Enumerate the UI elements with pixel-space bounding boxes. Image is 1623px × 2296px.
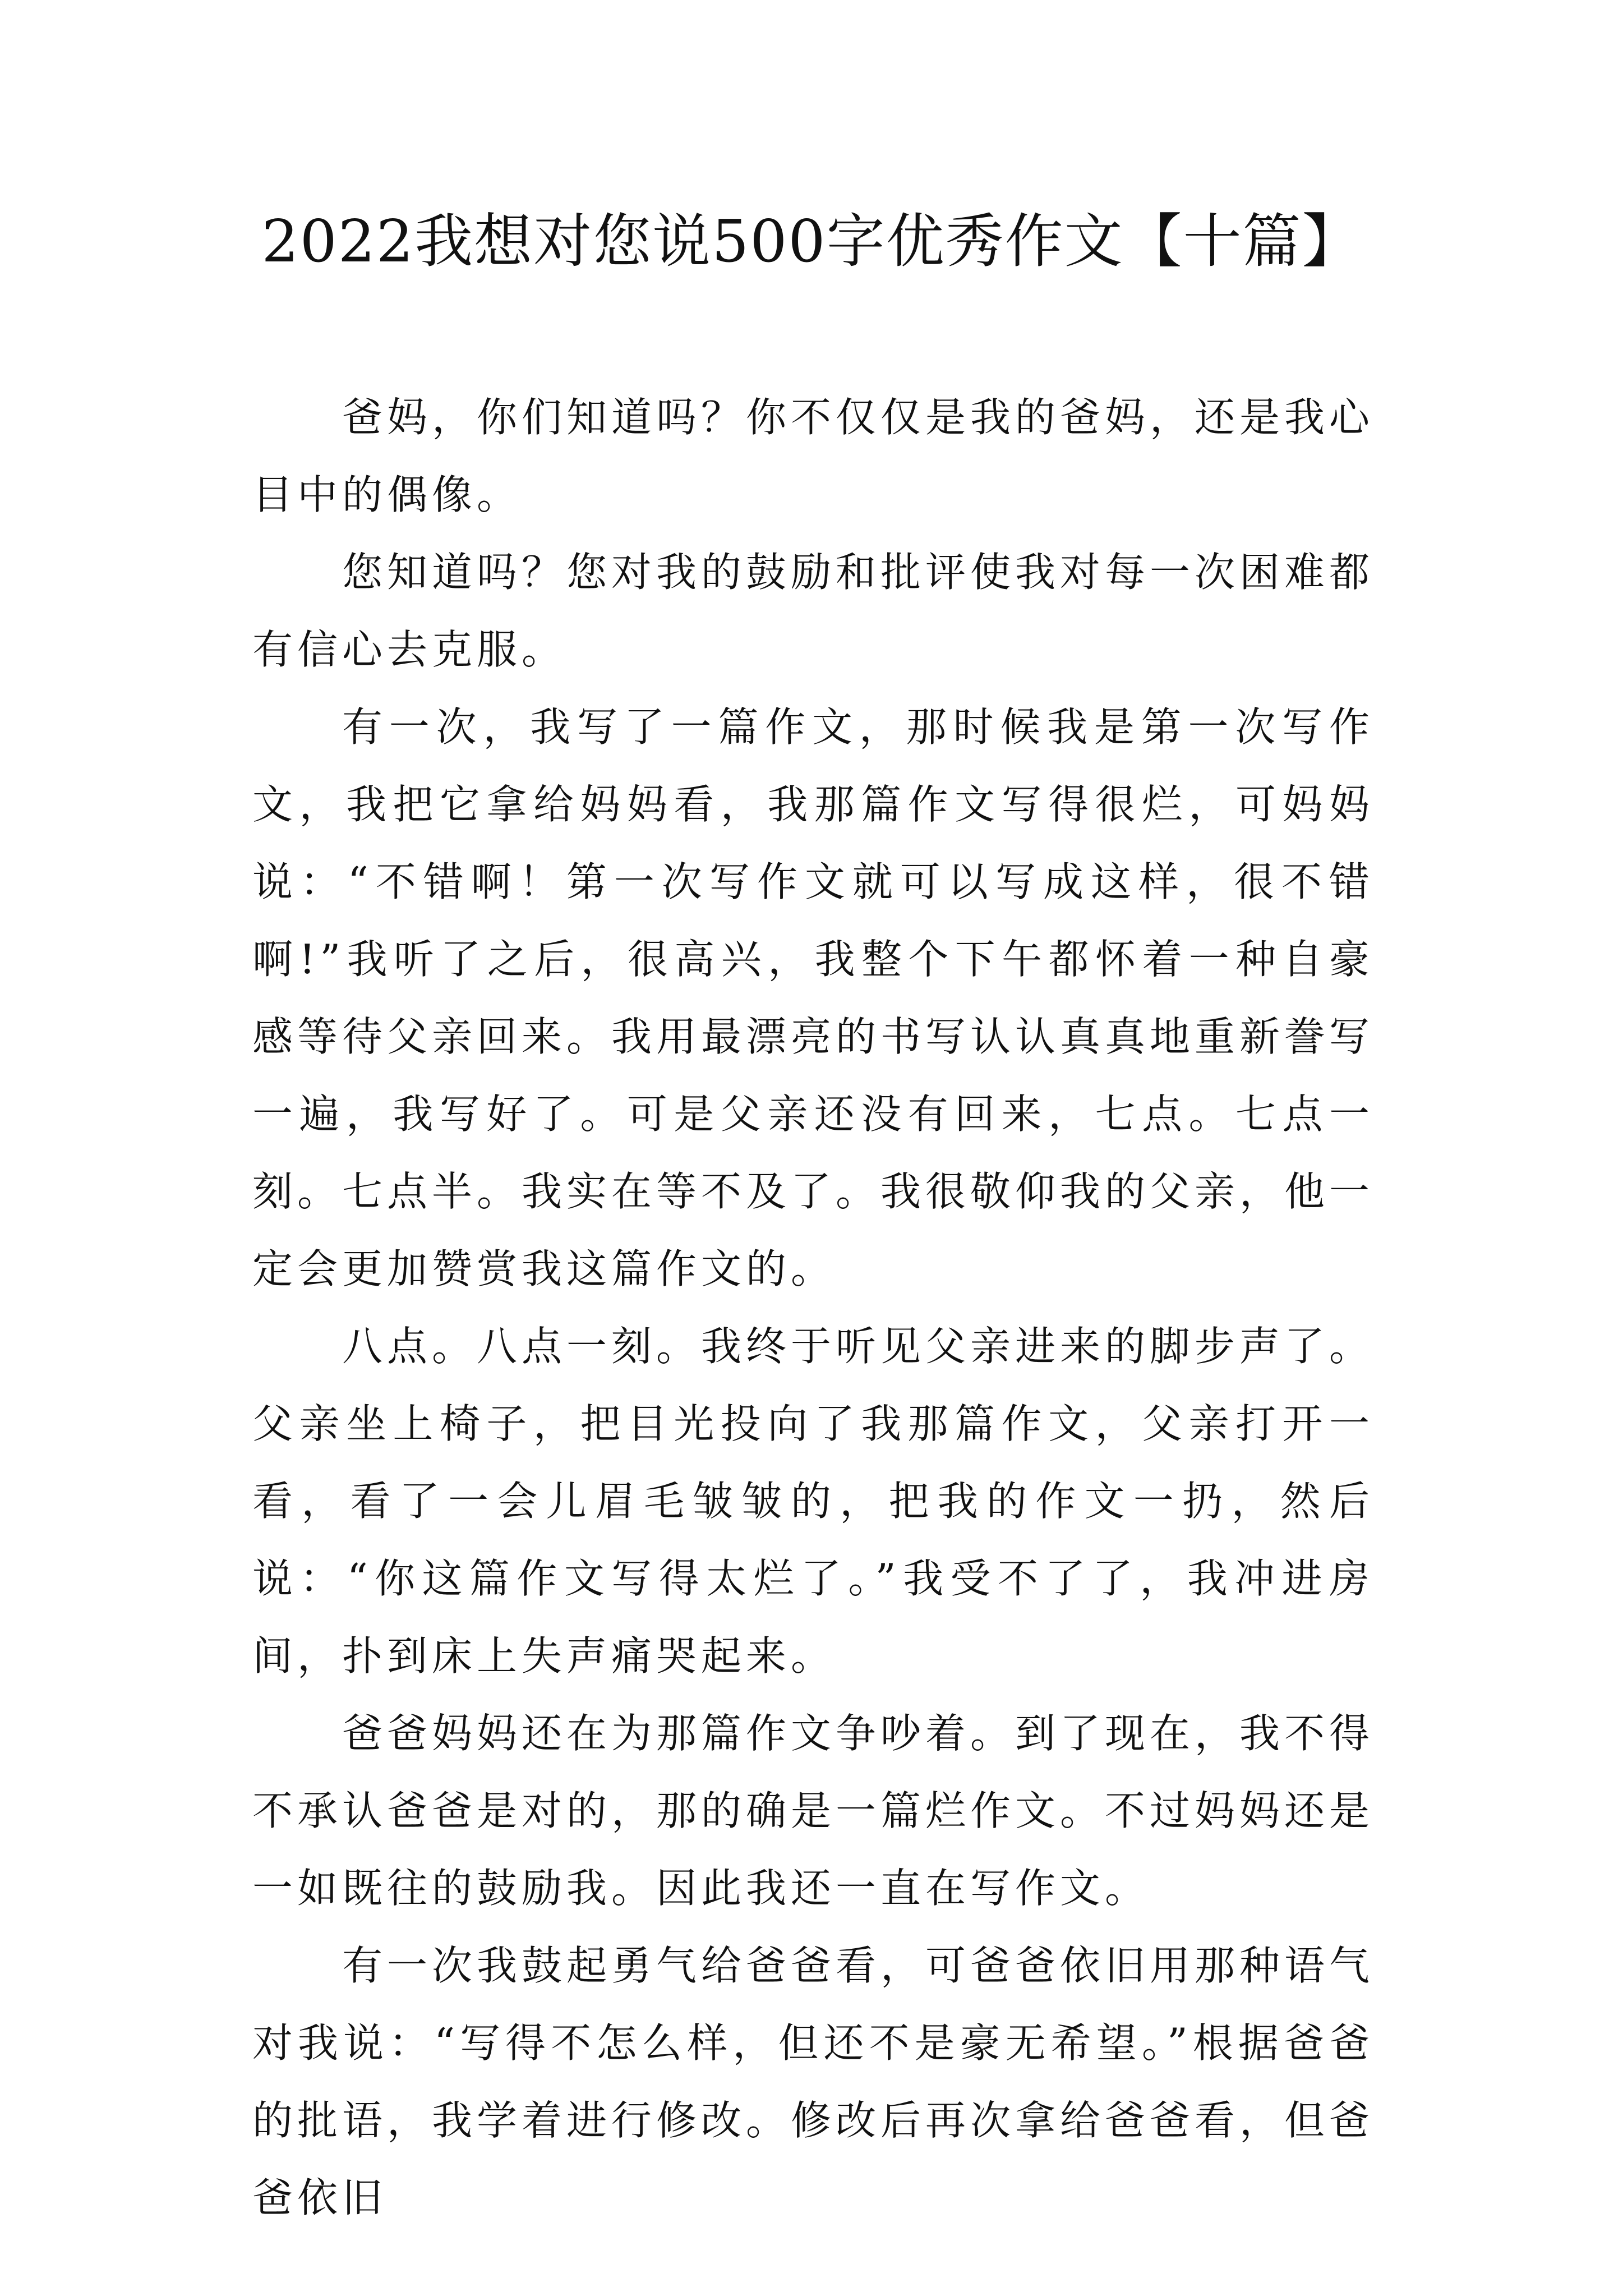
- paragraph-1: 爸妈，你们知道吗？你不仅仅是我的爸妈，还是我心目中的偶像。: [252, 394, 1375, 518]
- document-body: [252, 379, 1374, 2237]
- paragraph-4: 八点。八点一刻。我终于听见父亲进来的脚步声了。父亲坐上椅子，把目光投向了我那篇作文，父亲打开一看，看了一会儿眉毛皱皱的，把我的作文一扔，然后说：“你这篇作文写得太烂了。”我受不了了，我冲进房间，扑到床上失声痛哭起来。: [252, 1323, 1375, 1680]
- paragraph-3: 有一次，我写了一篇作文，那时候我是第一次写作文，我把它拿给妈妈看，我那篇作文写得很烂，可妈妈说：“不错啊！第一次写作文就可以写成这样，很不错啊!”我听了之后，很高兴，我整个下午都怀着一种自豪感等待父亲回来。我用最漂亮的书写认认真真地重新誊写一遍，我写好了。可是父亲还没有回来，七点。七点一刻。七点半。我实在等不及了。我很敬仰我的父亲，他一定会更加赞赏我这篇作文的。: [252, 703, 1375, 1292]
- paragraph-6: 有一次我鼓起勇气给爸爸看，可爸爸依旧用那种语气对我说：“写得不怎么样，但还不是豪无希望。”根据爸爸的批语，我学着进行修改。修改后再次拿给爸爸看，但爸爸依旧: [252, 1942, 1375, 2221]
- paragraph-2: 您知道吗？您对我的鼓励和批评使我对每一次困难都有信心去克服。: [252, 549, 1375, 673]
- document-title: 2022我想对您说500字优秀作文【十篇】: [261, 207, 1362, 275]
- paragraph-5: 爸爸妈妈还在为那篇作文争吵着。到了现在，我不得不承认爸爸是对的，那的确是一篇烂作文。不过妈妈还是一如既往的鼓励我。因此我还一直在写作文。: [252, 1710, 1375, 1912]
